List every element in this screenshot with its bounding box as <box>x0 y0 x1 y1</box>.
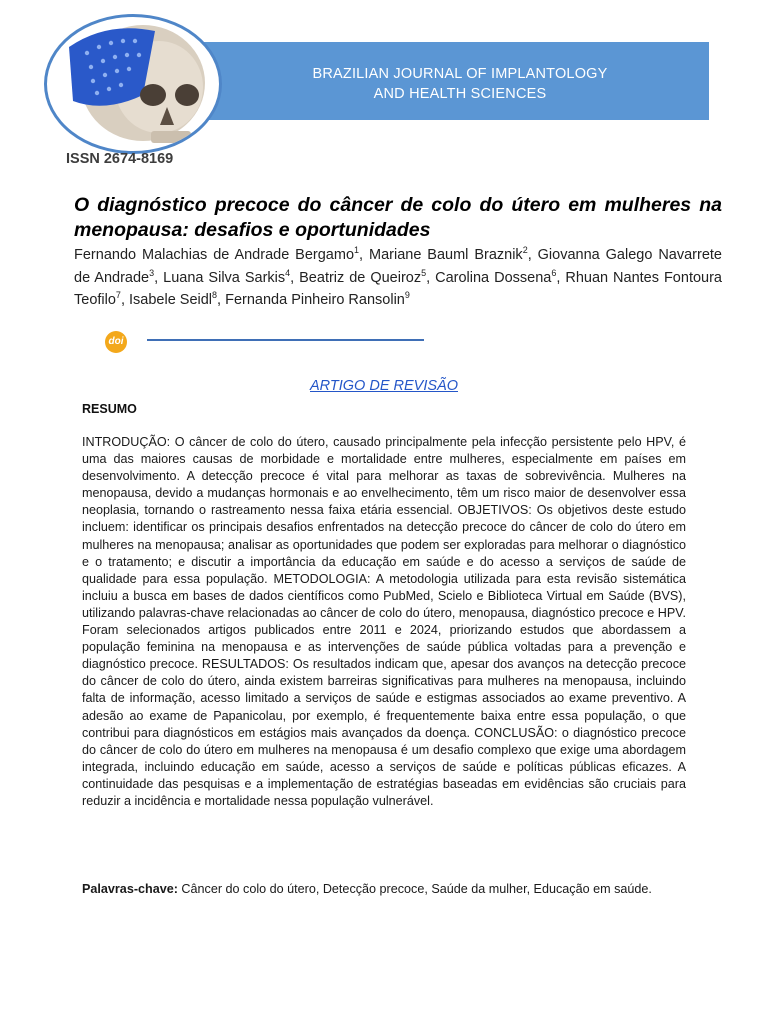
author-name: Fernando Malachias de Andrade Bergamo <box>74 247 355 263</box>
keywords-paragraph <box>82 881 686 898</box>
author-name: Isabele Seidl <box>129 292 213 308</box>
author-name: Beatriz de Queiroz <box>299 269 422 286</box>
journal-title <box>220 64 700 104</box>
skull-implant-logo-icon <box>44 14 222 154</box>
author-name: Luana Silva Sarkis <box>163 269 286 286</box>
author-affiliation: 6 <box>551 267 557 278</box>
article-title: O diagnóstico precoce do câncer de colo do útero em mulheres na menopausa: desafios e oportunidades <box>74 194 722 241</box>
doi-icon[interactable]: doi <box>105 331 127 353</box>
author-affiliation: 8 <box>212 290 218 301</box>
author-affiliation: 2 <box>522 245 528 256</box>
journal-title-line-1: BRAZILIAN JOURNAL OF IMPLANTOLOGY <box>312 66 608 82</box>
author-affiliation: 9 <box>404 290 410 301</box>
author-list: Fernando Malachias de Andrade Bergamo$^1$, Mariane Bauml Braznik$^2$, Giovanna Galego Navarrete de Andrade$^3$, Luana Silva Sarkis$^4$, Beatriz de Queiroz$^5$, Carolina Dossena$^6$, Rhuan Nantes Fontoura Teofilo$^7$, Isabele Seidl$^8$, Fernanda Pinheiro Ransolin$^9$ <box>74 245 722 308</box>
journal-title-line-2: AND HEALTH SCIENCES <box>373 86 547 102</box>
abstract-text: INTRODUÇÃO: O câncer de colo do útero, causado principalmente pela infecção persistente pelo HPV, é uma das maiores causas de morbidade e mortalidade entre mulheres, especialmente em países em desenvolvimento. A detecção precoce é vital para melhorar as taxas de sobrevivência. Mulheres na menopausa, devido a mudanças hormonais e ao envelhecimento, têm um risco maior de desenvolver essa neoplasia, tornando o rastreamento nessa faixa etária essencial. OBJETIVOS: Os objetivos deste estudo incluem: identificar os principais desafios enfrentados na detecção precoce do câncer de colo do útero em mulheres na menopausa; analisar as oportunidades que podem ser exploradas para melhorar o diagnóstico e o tratamento; e discutir a importância da educação em saúde e do acesso a serviços de saúde de qualidade para essa população. METODOLOGIA: A metodologia utilizada para esta revisão sistemática incluiu a busca em bases de dados científicos como PubMed, Scielo e Biblioteca Virtual em Saúde (BVS), utilizando palavras-chave relacionadas ao câncer de colo do útero, menopausa, diagnóstico precoce e HPV. Foram selecionados artigos publicados entre 2011 e 2024, priorizando estudos que abordassem a população feminina na menopausa e as intervenções de saúde pública voltadas para a prevenção e diagnóstico precoce. RESULTADOS: Os resultados indicam que, apesar dos avanços na detecção precoce do câncer de colo do útero, ainda existem barreiras significativas para mulheres na menopausa, incluindo falta de informação, acesso limitado a serviços de saúde e estigmas associados ao exame preventivo. A adesão ao exame de Papanicolau, por exemplo, é frequentemente baixa entre essa população, o que contribui para diagnósticos em estágios mais avançados da doença. CONCLUSÃO: o diagnóstico precoce do câncer de colo do útero em mulheres na menopausa é um desafio complexo que exige uma abordagem integrada, incluindo educação em saúde, acesso a serviços de saúde e políticas públicas eficazes. A continuidade das pesquisas e a implementação de estratégias baseadas em evidências são cruciais para reduzir a incidência e mortalidade nessa população vulnerável. <box>82 435 686 808</box>
keywords-text: Câncer do colo do útero, Detecção precoce, Saúde da mulher, Educação em saúde. <box>181 882 652 896</box>
author-affiliation: 1 <box>354 245 360 256</box>
author-name: Rhuan Nantes Fontoura Teofilo <box>74 269 722 308</box>
author-affiliation: 4 <box>285 267 291 278</box>
issn-label: ISSN 2674-8169 <box>66 151 174 167</box>
article-type-label: ARTIGO DE REVISÃO <box>310 378 458 394</box>
author-affiliation: 3 <box>149 267 155 278</box>
author-name: Mariane Bauml Braznik <box>369 247 523 263</box>
author-name: Fernanda Pinheiro Ransolin <box>225 292 405 308</box>
abstract-heading: RESUMO <box>82 402 137 416</box>
keywords-label: Palavras-chave: <box>82 882 178 896</box>
author-affiliation: 5 <box>421 267 427 278</box>
author-name: Carolina Dossena <box>435 269 552 286</box>
author-affiliation: 7 <box>115 290 121 301</box>
doi-link-line[interactable] <box>147 339 424 341</box>
author-name: Giovanna Galego Navarrete de Andrade <box>74 247 722 286</box>
